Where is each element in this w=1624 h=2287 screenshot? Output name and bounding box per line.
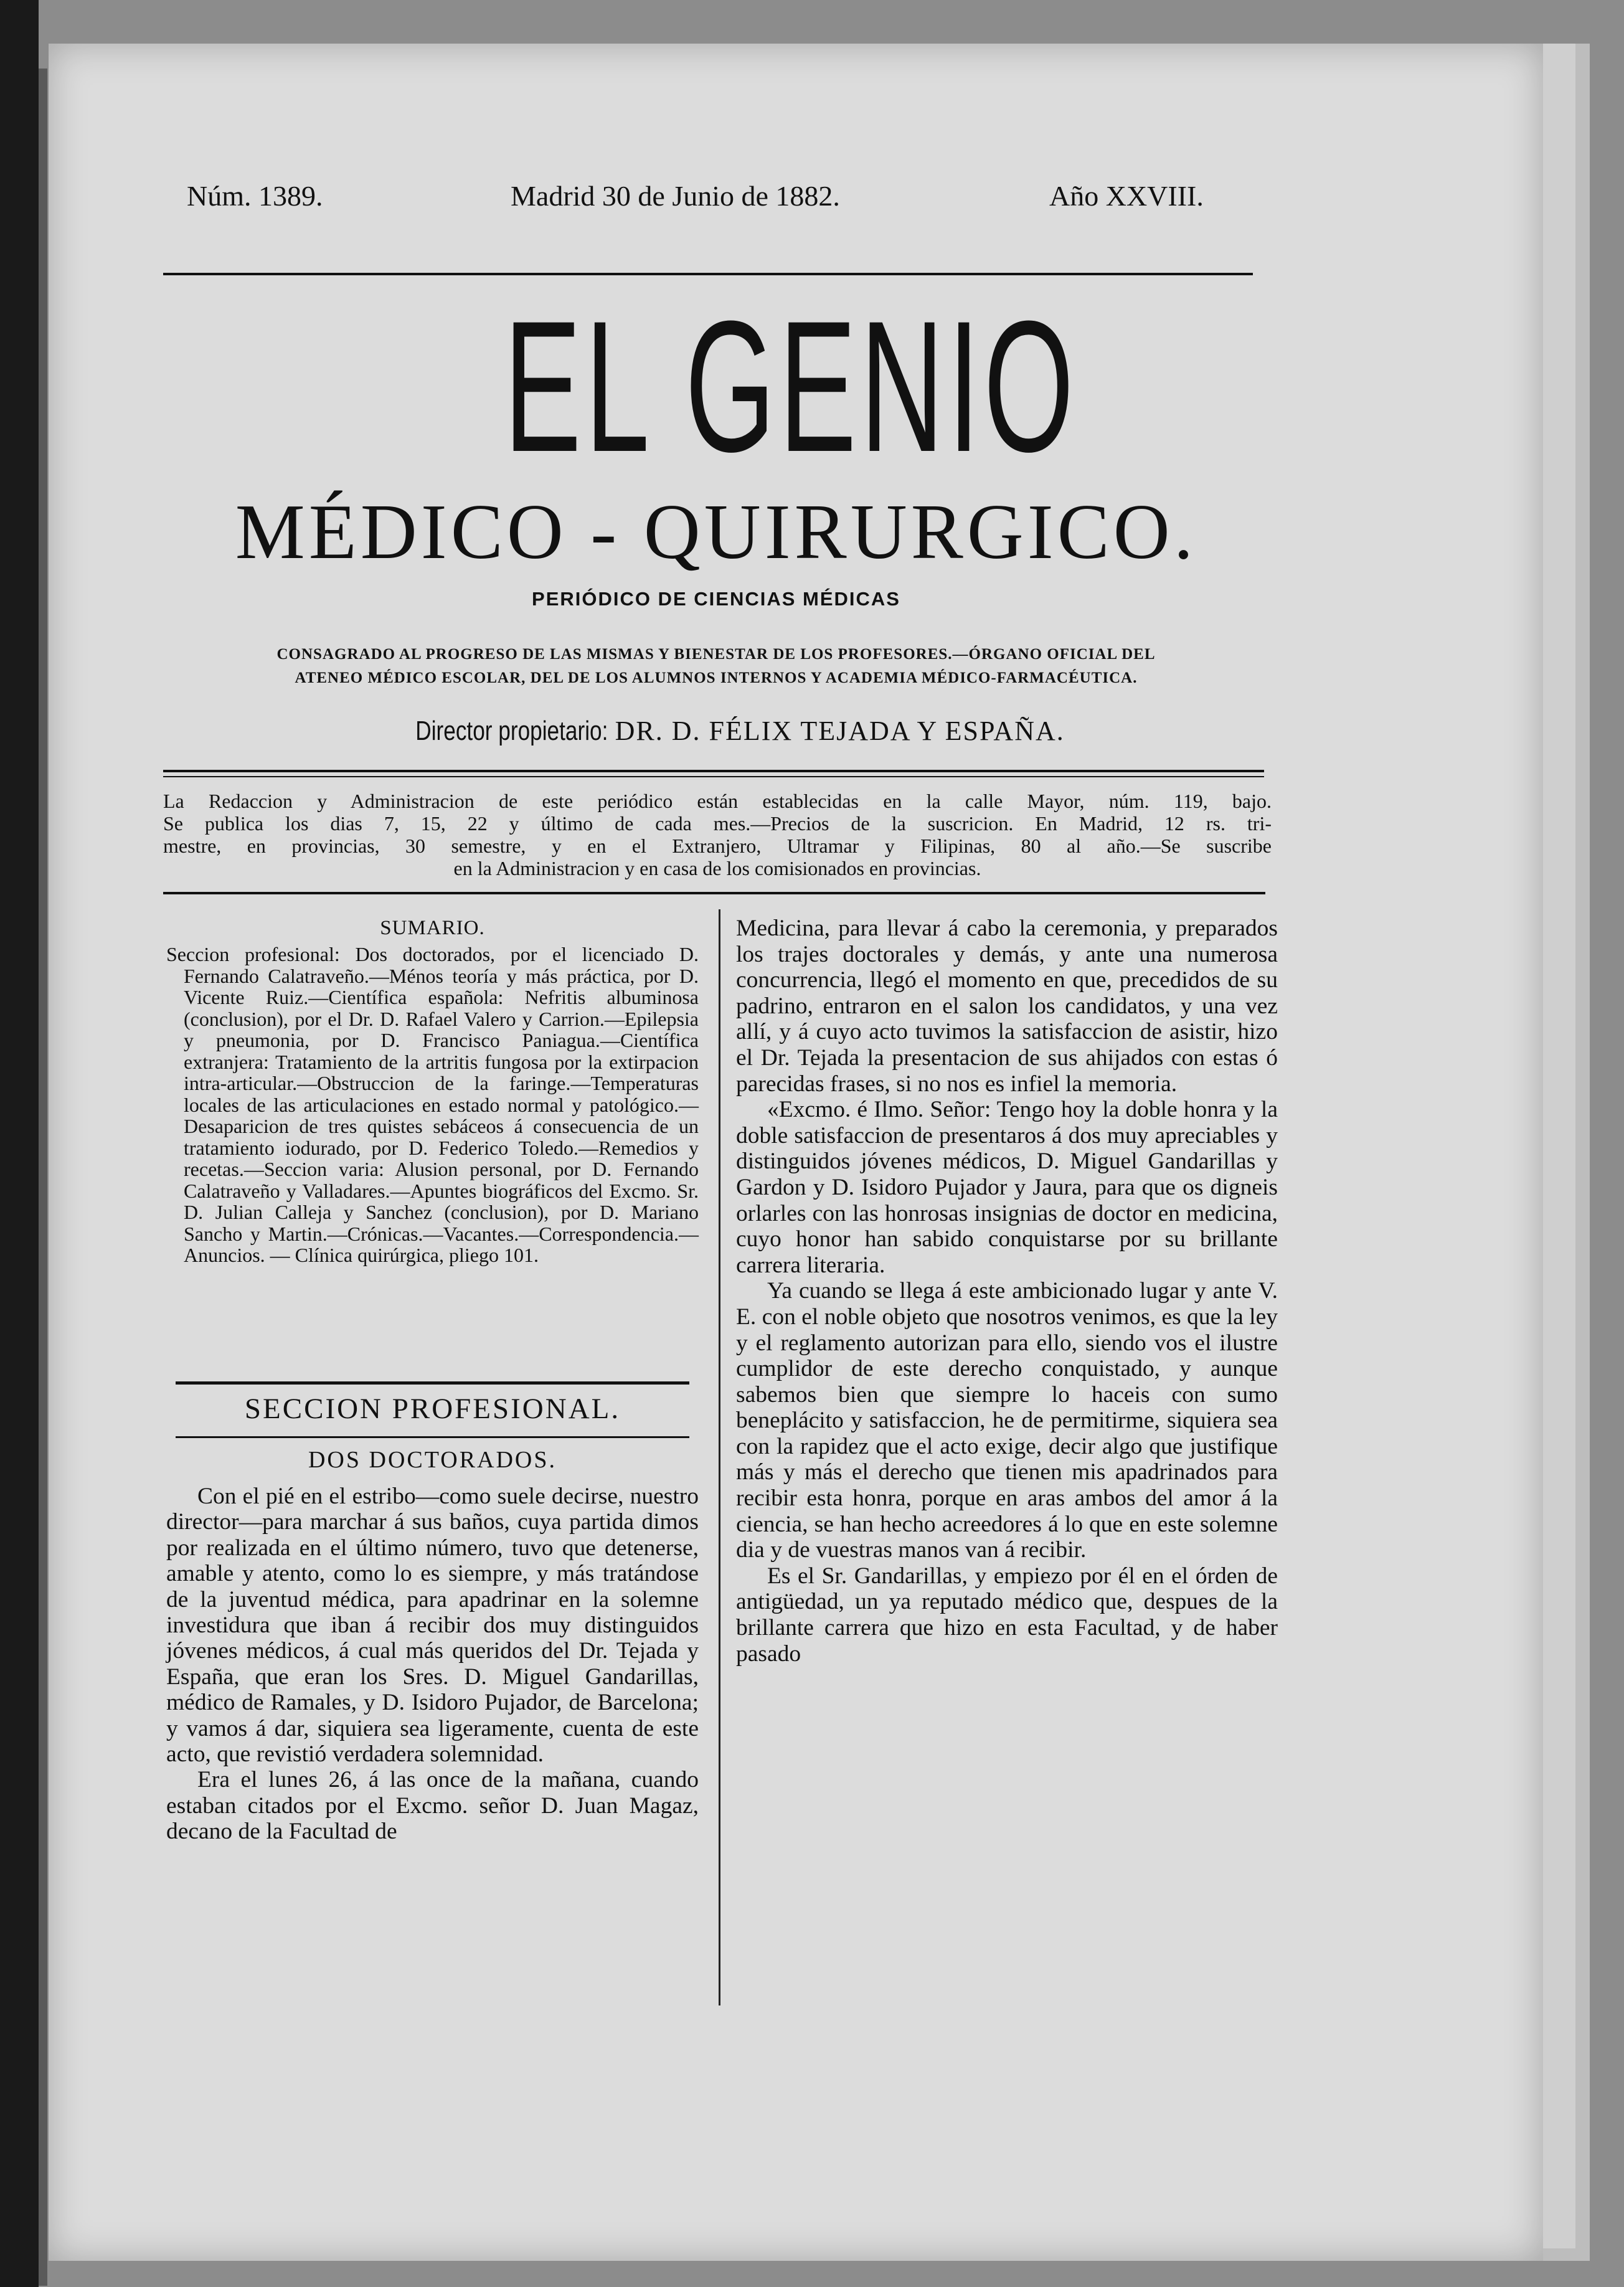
- article-paragraph: Con el pié en el estribo—como suele decirse, nuestro director—para marchar á sus baños, cuya partida dimos por realizada en el último número, tuvo que detenerse, amable y atento, como lo es siempre, y más tratándose de la juventud médica, para apadrinar en la solemne investidura que iban á recibir dos muy distinguidos jóvenes médicos, á cual más queridos del Dr. Tejada y España, que eran los Sres. D. Miguel Gandarillas, médico de Ramales, y D. Isidoro Pujador, de Barcelona; y vamos á dar, siquiera sea ligeramente, cuenta de este acto, que revistió verdadera solemnidad.: [166, 1484, 699, 1768]
- sumario-block: [166, 917, 699, 1266]
- book-binding-edge: [0, 0, 39, 2287]
- masthead-rule-bottom: [163, 776, 1264, 777]
- dedication-line-1: CONSAGRADO AL PROGRESO DE LAS MISMAS Y BIENESTAR DE LOS PROFESORES.—ÓRGANO OFICIAL DEL: [276, 646, 1156, 663]
- book-spine-shadow: [39, 69, 47, 2286]
- admin-line-3: mestre, en provincias, 30 semestre, y en el Extranjero, Ultramar y Filipinas, 80 al año.—Se suscribe: [163, 835, 1272, 857]
- underlying-pages-edge-inner: [1538, 44, 1575, 2248]
- dedication-line-2: ATENEO MÉDICO ESCOLAR, DEL DE LOS ALUMNOS INTERNOS Y ACADEMIA MÉDICO-FARMACÉUTICA.: [295, 670, 1138, 686]
- newspaper-subtitle: MÉDICO - QUIRURGICO.: [235, 489, 1197, 575]
- admin-line-4: en la Administracion y en casa de los comisionados en provincias.: [453, 857, 981, 879]
- sumario-text: Seccion profesional: Dos doctorados, por el licenciado D. Fernando Calatraveño.—Ménos teoría y más práctica, por D. Vicente Ruiz.—Científica española: Nefritis albuminosa (conclusion), por el Dr. D. Rafael Valero y Carrion.—Epilepsia y pneumonia, por D. Francisco Paniagua.—Científica extranjera: Tratamiento de la artritis fungosa por la extirpacion intra-articular.—Obstruccion de la faringe.—Temperaturas locales de las articulaciones en estado normal y patológico.—Desaparicion de tres quistes sebáceos á consecuencia de un tratamiento iodurado, por D. Federico Toledo.—Remedios y recetas.—Seccion varia: Alusion personal, por D. Fernando Calatraveño y Valladares.—Apuntes biográficos del Excmo. Sr. D. Julian Calleja y Sanchez (conclusion), por D. Mariano Sancho y Martin.—Crónicas.—Vacantes.—Correspondencia.—Anuncios. — Clínica quirúrgica, pliego 101.: [166, 943, 699, 1266]
- newspaper-tagline: PERIÓDICO DE CIENCIAS MÉDICAS: [532, 588, 900, 610]
- header-rule: [163, 273, 1253, 275]
- sumario-title: SUMARIO.: [380, 917, 485, 939]
- issue-year: Año XXVIII.: [1049, 180, 1204, 212]
- director-line: [162, 715, 1270, 747]
- column-divider: [719, 909, 720, 2005]
- article-paragraph: Es el Sr. Gandarillas, y empiezo por él en el órden de antigüedad, un ya reputado médico que, despues de la brillante carrera que hizo en esta Facultad, y de haber pasado: [736, 1563, 1278, 1667]
- article-right-column: [736, 916, 1278, 1667]
- newspaper-title: EL GENIO: [504, 282, 1078, 491]
- article-left-column: [166, 1484, 699, 1845]
- section-heading: SECCION PROFESIONAL.: [244, 1393, 621, 1425]
- article-title: DOS DOCTORADOS.: [308, 1447, 557, 1473]
- admin-notice: [163, 790, 1272, 879]
- issue-number: Núm. 1389.: [187, 180, 323, 212]
- admin-line-2: Se publica los dias 7, 15, 22 y último de cada mes.—Precios de la suscricion. En Madrid, 12 rs. tri-: [163, 812, 1272, 835]
- dedication-text: [168, 643, 1264, 690]
- article-paragraph: «Excmo. é Ilmo. Señor: Tengo hoy la doble honra y la doble satisfaccion de presentaros á dos muy apreciables y distinguidos jóvenes médicos, D. Miguel Gandarillas y Gardon y D. Isidoro Pujador y Jaura, para que os digneis orlarles con las honrosas insignias de doctor en medicina, cuyo honor han sabido conquistarse por su brillante carrera literaria.: [736, 1097, 1278, 1278]
- director-name: DR. D. FÉLIX TEJADA Y ESPAÑA.: [615, 716, 1065, 746]
- sumario-rule: [176, 1381, 689, 1385]
- issue-date: Madrid 30 de Junio de 1882.: [511, 180, 840, 212]
- article-paragraph: Era el lunes 26, á las once de la mañana, cuando estaban citados por el Excmo. señor D. Juan Magaz, decano de la Facultad de: [166, 1767, 699, 1845]
- masthead-rule-top: [163, 770, 1264, 772]
- article-paragraph: Ya cuando se llega á este ambicionado lugar y ante V. E. con el noble objeto que nosotros venimos, es que la ley y el reglamento autorizan para ello, siendo vos el ilustre cumplidor de este derecho conquistado, y aunque sabemos bien que siempre lo haceis con sumo beneplácito y satisfaccion, he de permitirme, siquiera sea con la rapidez que el acto exige, decir algo que justifique más y más el derecho que tienen mis apadrinados para recibir esta honra, porque en aras ambos del amor á la ciencia, se han hecho acreedores á lo que en este solemne dia y de vuestras manos van á recibir.: [736, 1278, 1278, 1563]
- director-label: Director propietario:: [415, 716, 608, 746]
- section-rule: [176, 1436, 689, 1438]
- admin-rule: [163, 892, 1265, 894]
- article-paragraph: Medicina, para llevar á cabo la ceremonia, y preparados los trajes doctorales y demás, y ante una numerosa concurrencia, llegó el momento en que, precedidos de su padrino, entraron en el salon los candidatos, y una vez allí, y á cuyo acto tuvimos la satisfaccion de asistir, hizo el Dr. Tejada la presentacion de sus ahijados con estas ó parecidas frases, si no nos es infiel la memoria.: [736, 916, 1278, 1097]
- admin-line-1: La Redaccion y Administracion de este periódico están establecidas en la calle Mayor, núm. 119, bajo.: [163, 790, 1272, 812]
